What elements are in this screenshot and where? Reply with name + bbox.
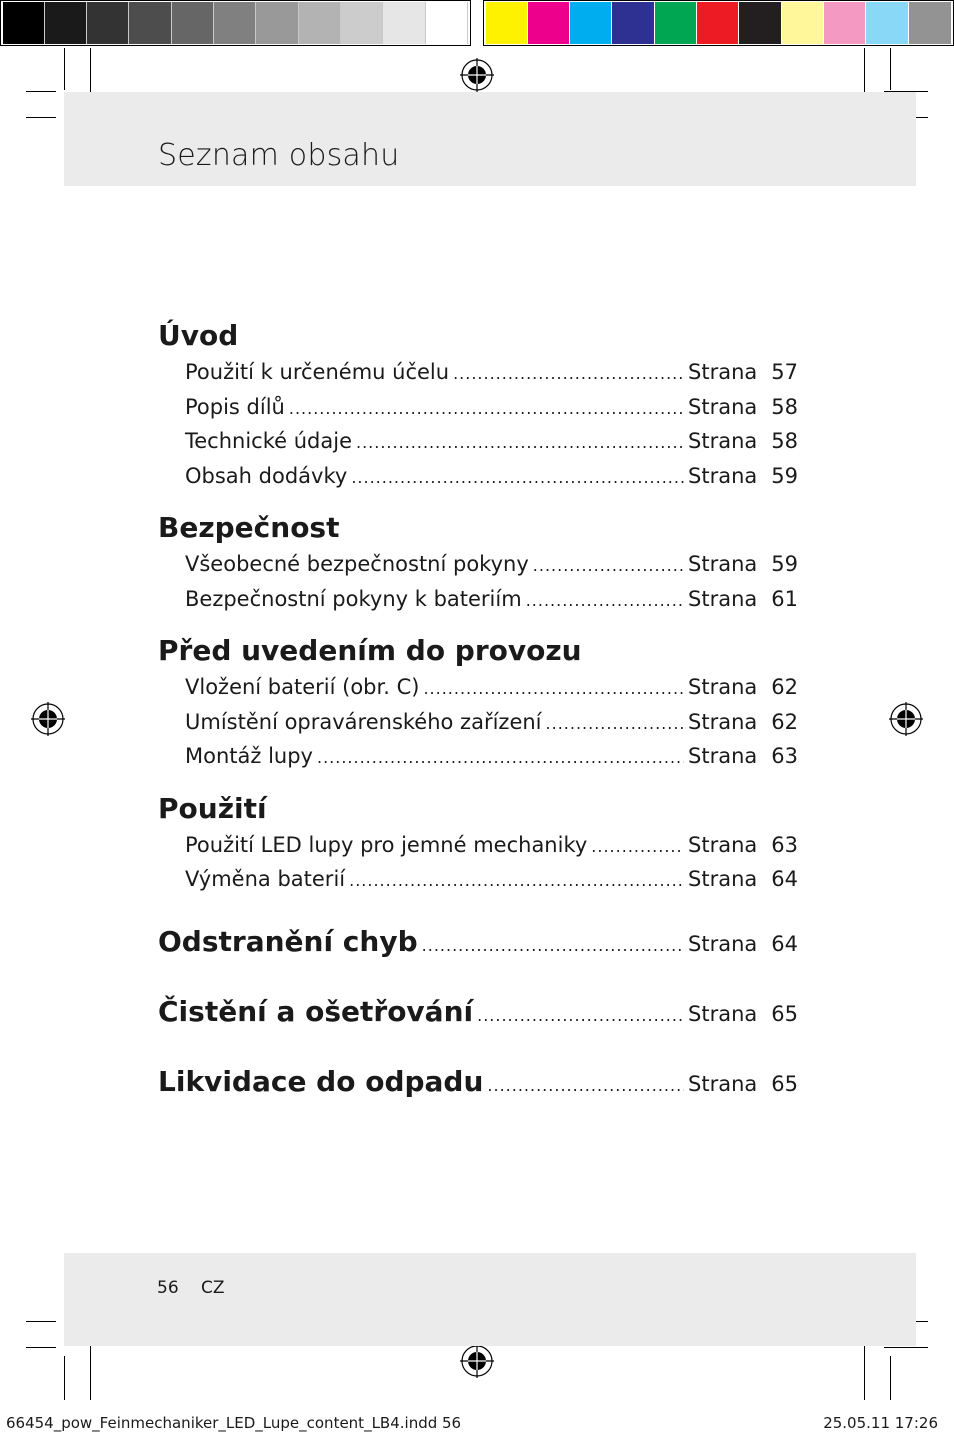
page-number-footer: 56 bbox=[157, 1278, 179, 1298]
crop-mark bbox=[26, 91, 56, 92]
dot-leader bbox=[546, 707, 684, 741]
toc-section bbox=[158, 316, 798, 494]
color-swatch bbox=[824, 2, 865, 44]
entry-label: Výměna baterií bbox=[185, 867, 346, 891]
entry-label: Použití k určenému účelu bbox=[185, 360, 450, 384]
dot-leader bbox=[533, 549, 684, 583]
toc-entry[interactable] bbox=[158, 356, 798, 391]
table-of-contents bbox=[158, 316, 798, 1108]
dot-leader bbox=[317, 741, 684, 775]
page-label: Strana bbox=[688, 931, 758, 956]
entry-label: Montáž lupy bbox=[185, 744, 313, 768]
section-heading: Bezpečnost bbox=[158, 511, 340, 544]
color-swatch bbox=[909, 2, 951, 44]
page-label: Strana bbox=[688, 1071, 758, 1096]
color-swatch bbox=[782, 2, 823, 44]
date-slug: 25.05.11 17:26 bbox=[823, 1414, 938, 1432]
color-swatch bbox=[612, 2, 654, 44]
page-label: Strana bbox=[688, 675, 758, 699]
crop-mark bbox=[90, 1340, 91, 1400]
toc-section bbox=[158, 789, 798, 898]
dot-leader bbox=[591, 830, 684, 864]
crop-mark bbox=[64, 48, 65, 90]
dot-leader bbox=[349, 864, 684, 898]
page-number: 63 bbox=[771, 744, 798, 768]
registration-mark-icon bbox=[460, 1344, 494, 1378]
page-label: Strana bbox=[688, 709, 758, 734]
page-number: 59 bbox=[771, 552, 798, 576]
page-label: Strana bbox=[688, 744, 758, 768]
page-number: 58 bbox=[771, 429, 798, 453]
toc-section bbox=[158, 508, 798, 617]
crop-mark bbox=[890, 48, 891, 90]
section-heading: Použití bbox=[158, 791, 267, 825]
entry-label: Odstranění chyb bbox=[158, 924, 418, 958]
dot-leader bbox=[423, 672, 684, 706]
crop-mark bbox=[64, 1356, 65, 1400]
page-number: 57 bbox=[771, 360, 798, 384]
page-number: 65 bbox=[771, 1001, 798, 1026]
dot-leader bbox=[477, 994, 684, 1038]
crop-mark bbox=[884, 1347, 928, 1348]
page-number: 64 bbox=[771, 931, 798, 956]
page-number: 59 bbox=[771, 463, 798, 488]
dot-leader bbox=[487, 1064, 684, 1108]
page-number: 65 bbox=[771, 1071, 798, 1096]
color-calibration-bar bbox=[0, 0, 954, 46]
dot-leader bbox=[356, 426, 684, 460]
gray-swatch bbox=[426, 2, 468, 44]
color-swatch bbox=[697, 2, 738, 44]
page-label: Strana bbox=[688, 394, 758, 419]
dot-leader bbox=[526, 584, 684, 618]
entry-label: Technické údaje bbox=[185, 429, 352, 453]
footer-band bbox=[64, 1253, 916, 1346]
color-swatch bbox=[866, 2, 908, 44]
gray-swatch bbox=[3, 2, 45, 44]
page-label: Strana bbox=[688, 867, 758, 891]
language-code: CZ bbox=[201, 1278, 225, 1298]
toc-entry[interactable] bbox=[158, 460, 798, 495]
registration-mark-icon bbox=[460, 58, 494, 92]
registration-mark-icon bbox=[889, 702, 923, 736]
toc-entry[interactable] bbox=[158, 740, 798, 775]
section-heading: Úvod bbox=[158, 319, 239, 352]
crop-mark bbox=[26, 1321, 56, 1322]
color-swatch bbox=[739, 2, 781, 44]
entry-label: Likvidace do odpadu bbox=[158, 1064, 484, 1098]
color-swatch bbox=[528, 2, 569, 44]
page-label: Strana bbox=[688, 360, 758, 384]
gray-swatch bbox=[256, 2, 299, 44]
page-number: 64 bbox=[771, 867, 798, 891]
gray-swatch bbox=[341, 2, 383, 44]
page-number: 62 bbox=[771, 675, 798, 699]
page-number: 58 bbox=[771, 394, 798, 419]
gray-swatch bbox=[299, 2, 341, 44]
entry-label: Bezpečnostní pokyny k bateriím bbox=[185, 586, 522, 611]
crop-mark bbox=[26, 1347, 56, 1348]
gray-swatch bbox=[172, 2, 214, 44]
page-label: Strana bbox=[688, 429, 758, 453]
toc-entry[interactable] bbox=[158, 425, 798, 460]
color-swatch bbox=[570, 2, 611, 44]
gray-swatch bbox=[214, 2, 256, 44]
page-title: Seznam obsahu bbox=[158, 138, 400, 173]
crop-mark bbox=[26, 117, 56, 118]
color-swatch bbox=[486, 2, 527, 44]
toc-entry[interactable] bbox=[158, 863, 798, 898]
toc-entry[interactable] bbox=[158, 548, 798, 583]
gray-swatch bbox=[383, 2, 426, 44]
dot-leader bbox=[289, 392, 684, 426]
section-heading: Před uvedením do provozu bbox=[158, 634, 582, 667]
page-number: 61 bbox=[771, 586, 798, 611]
crop-mark bbox=[890, 1356, 891, 1400]
gray-swatch bbox=[45, 2, 87, 44]
registration-mark-icon bbox=[31, 702, 65, 736]
dot-leader bbox=[351, 461, 684, 495]
gray-swatch bbox=[129, 2, 172, 44]
entry-label: Čistění a ošetřování bbox=[158, 994, 474, 1028]
page-label: Strana bbox=[688, 552, 758, 576]
page-number: 62 bbox=[771, 709, 798, 734]
toc-entry-major[interactable] bbox=[158, 1060, 798, 1108]
entry-label: Popis dílů bbox=[185, 394, 285, 419]
color-swatch bbox=[655, 2, 696, 44]
entry-label: Vložení baterií (obr. C) bbox=[185, 675, 420, 699]
toc-entry[interactable] bbox=[158, 671, 798, 706]
entry-label: Obsah dodávky bbox=[185, 463, 348, 488]
page-label: Strana bbox=[688, 463, 758, 488]
page-label: Strana bbox=[688, 1001, 758, 1026]
toc-entry-major[interactable] bbox=[158, 990, 798, 1038]
entry-label: Použití LED lupy pro jemné mechaniky bbox=[185, 832, 588, 857]
gray-swatch bbox=[87, 2, 129, 44]
page-label: Strana bbox=[688, 832, 758, 857]
toc-entry-major[interactable] bbox=[158, 920, 798, 968]
page-number: 63 bbox=[771, 832, 798, 857]
toc-entry[interactable] bbox=[158, 706, 798, 741]
dot-leader bbox=[453, 357, 684, 391]
file-slug: 66454_pow_Feinmechaniker_LED_Lupe_content_LB4.indd 56 bbox=[6, 1414, 462, 1432]
toc-section bbox=[158, 631, 798, 775]
entry-label: Umístění opravárenského zařízení bbox=[185, 709, 542, 734]
toc-entry[interactable] bbox=[158, 583, 798, 618]
page-label: Strana bbox=[688, 586, 758, 611]
crop-mark bbox=[864, 1340, 865, 1400]
dot-leader bbox=[422, 924, 684, 968]
toc-entry[interactable] bbox=[158, 391, 798, 426]
toc-entry[interactable] bbox=[158, 829, 798, 864]
entry-label: Všeobecné bezpečnostní pokyny bbox=[185, 552, 529, 576]
